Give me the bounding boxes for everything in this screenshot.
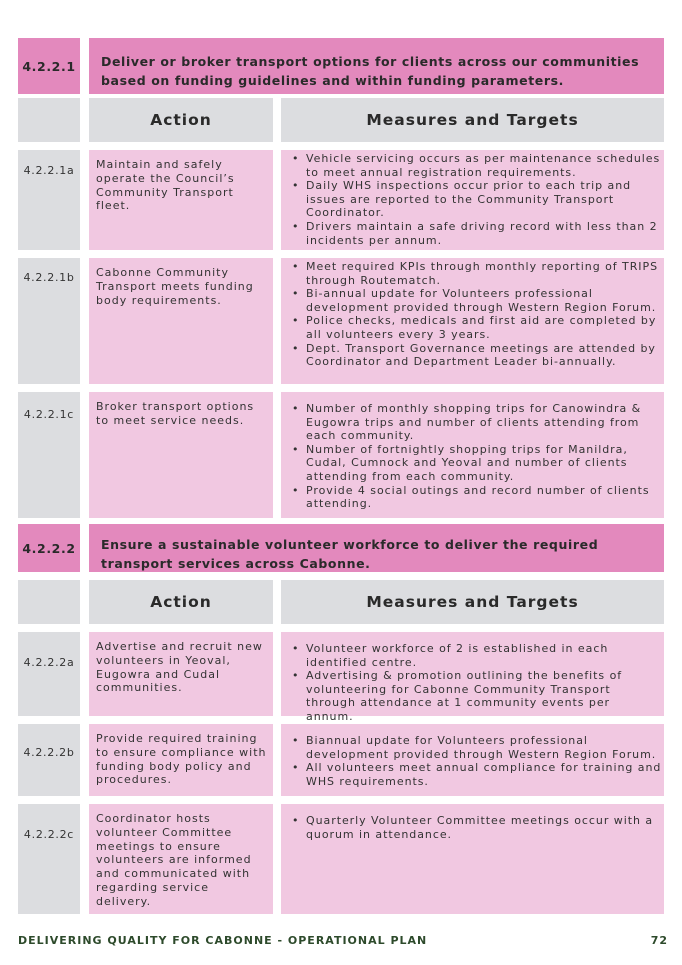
table-row	[18, 804, 664, 914]
row-id-cell	[18, 392, 80, 518]
column-header-action	[89, 98, 273, 142]
row-action: Maintain and safely operate the Council’s Community Transport fleet.	[96, 158, 235, 213]
row-id: 4.2.2.1b	[23, 271, 75, 284]
row-action-cell	[89, 724, 273, 796]
row-measures-cell	[281, 632, 664, 723]
table-row	[18, 632, 664, 723]
table-row	[18, 150, 664, 250]
row-measures-cell	[281, 392, 664, 518]
measure-item: • Provide 4 social outings and record number of clients attending.	[289, 484, 662, 511]
table-row	[18, 392, 664, 518]
row-action: Coordinator hosts volunteer Committee meetings to ensure volunteers are informed and communicated with regarding service delivery.	[96, 812, 252, 908]
row-id: 4.2.2.2b	[23, 746, 75, 759]
section-title: Deliver or broker transport options for clients across our communities based on funding guidelines and within funding parameters.	[101, 54, 640, 88]
measure-item: • Number of fortnightly shopping trips for Manildra, Cudal, Cumnock and Yeoval and number of clients attending from each community.	[289, 443, 662, 484]
column-header-action	[89, 580, 273, 624]
section-heading	[18, 524, 664, 572]
measures-list	[281, 632, 664, 724]
footer-title: DELIVERING QUALITY FOR CABONNE - OPERATIONAL PLAN	[18, 934, 428, 947]
measure-item: • Volunteer workforce of 2 is established in each identified centre.	[289, 642, 662, 669]
row-action-cell	[89, 258, 273, 384]
row-id: 4.2.2.2a	[23, 656, 75, 669]
row-action: Broker transport options to meet service needs.	[96, 400, 255, 427]
section-title-cell	[89, 38, 664, 94]
measure-item: • Number of monthly shopping trips for Canowindra & Eugowra trips and number of clients attending from each community.	[289, 402, 662, 443]
row-action-cell	[89, 392, 273, 518]
measures-list	[281, 150, 664, 247]
measure-item: • Dept. Transport Governance meetings are attended by Coordinator and Department Leader bi-annually.	[289, 342, 662, 369]
section-id: 4.2.2.1	[22, 58, 76, 74]
column-header-blank	[18, 580, 80, 624]
measures-list	[281, 258, 664, 369]
page-number: 72	[650, 934, 668, 947]
row-measures-cell	[281, 150, 664, 250]
row-action-cell	[89, 150, 273, 250]
table-row	[18, 724, 664, 796]
measure-item: • Meet required KPIs through monthly reporting of TRIPS through Routematch.	[289, 260, 662, 287]
measure-item: • Bi-annual update for Volunteers professional development provided through Western Region Forum.	[289, 287, 662, 314]
measure-item: • Advertising & promotion outlining the benefits of volunteering for Cabonne Community Transport through attendance at 1 community events per annum.	[289, 669, 662, 723]
section-id: 4.2.2.2	[22, 540, 76, 556]
row-action: Cabonne Community Transport meets funding body requirements.	[96, 266, 254, 307]
row-action: Advertise and recruit new volunteers in Yeoval, Eugowra and Cudal communities.	[96, 640, 263, 695]
measure-item: • Daily WHS inspections occur prior to each trip and issues are reported to the Community Transport Coordinator.	[289, 179, 662, 220]
row-action: Provide required training to ensure compliance with funding body policy and procedures.	[96, 732, 267, 787]
table-row	[18, 258, 664, 384]
column-header-measures	[281, 98, 664, 142]
section-id-cell	[18, 524, 80, 572]
column-header-measures-label: Measures and Targets	[366, 593, 579, 611]
row-id-cell	[18, 150, 80, 250]
row-id-cell	[18, 258, 80, 384]
measure-item: • All volunteers meet annual compliance for training and WHS requirements.	[289, 761, 662, 788]
row-id: 4.2.2.2c	[23, 828, 75, 841]
column-header-row	[18, 98, 664, 142]
measure-item: • Drivers maintain a safe driving record with less than 2 incidents per annum.	[289, 220, 662, 247]
measures-list	[281, 804, 664, 841]
row-id: 4.2.2.1a	[23, 164, 75, 177]
row-id: 4.2.2.1c	[23, 408, 75, 421]
measure-item: • Police checks, medicals and first aid are completed by all volunteers every 3 years.	[289, 314, 662, 341]
row-id-cell	[18, 804, 80, 914]
section-heading	[18, 38, 664, 94]
measure-item: • Vehicle servicing occurs as per maintenance schedules to meet annual registration requirements.	[289, 152, 662, 179]
measure-item: • Biannual update for Volunteers professional development provided through Western Region Forum.	[289, 734, 662, 761]
column-header-action-label: Action	[150, 111, 212, 129]
row-action-cell	[89, 632, 273, 716]
row-id-cell	[18, 632, 80, 716]
column-header-row	[18, 580, 664, 624]
column-header-measures-label: Measures and Targets	[366, 111, 579, 129]
row-measures-cell	[281, 804, 664, 914]
measures-list	[281, 724, 664, 788]
column-header-measures	[281, 580, 664, 624]
section-title: Ensure a sustainable volunteer workforce to deliver the required transport services across Cabonne.	[101, 537, 599, 571]
measures-list	[281, 392, 664, 511]
measure-item: • Quarterly Volunteer Committee meetings occur with a quorum in attendance.	[289, 814, 662, 841]
column-header-blank	[18, 98, 80, 142]
row-id-cell	[18, 724, 80, 796]
section-title-cell	[89, 524, 664, 572]
row-measures-cell	[281, 724, 664, 796]
row-action-cell	[89, 804, 273, 914]
column-header-action-label: Action	[150, 593, 212, 611]
section-id-cell	[18, 38, 80, 94]
row-measures-cell	[281, 258, 664, 384]
